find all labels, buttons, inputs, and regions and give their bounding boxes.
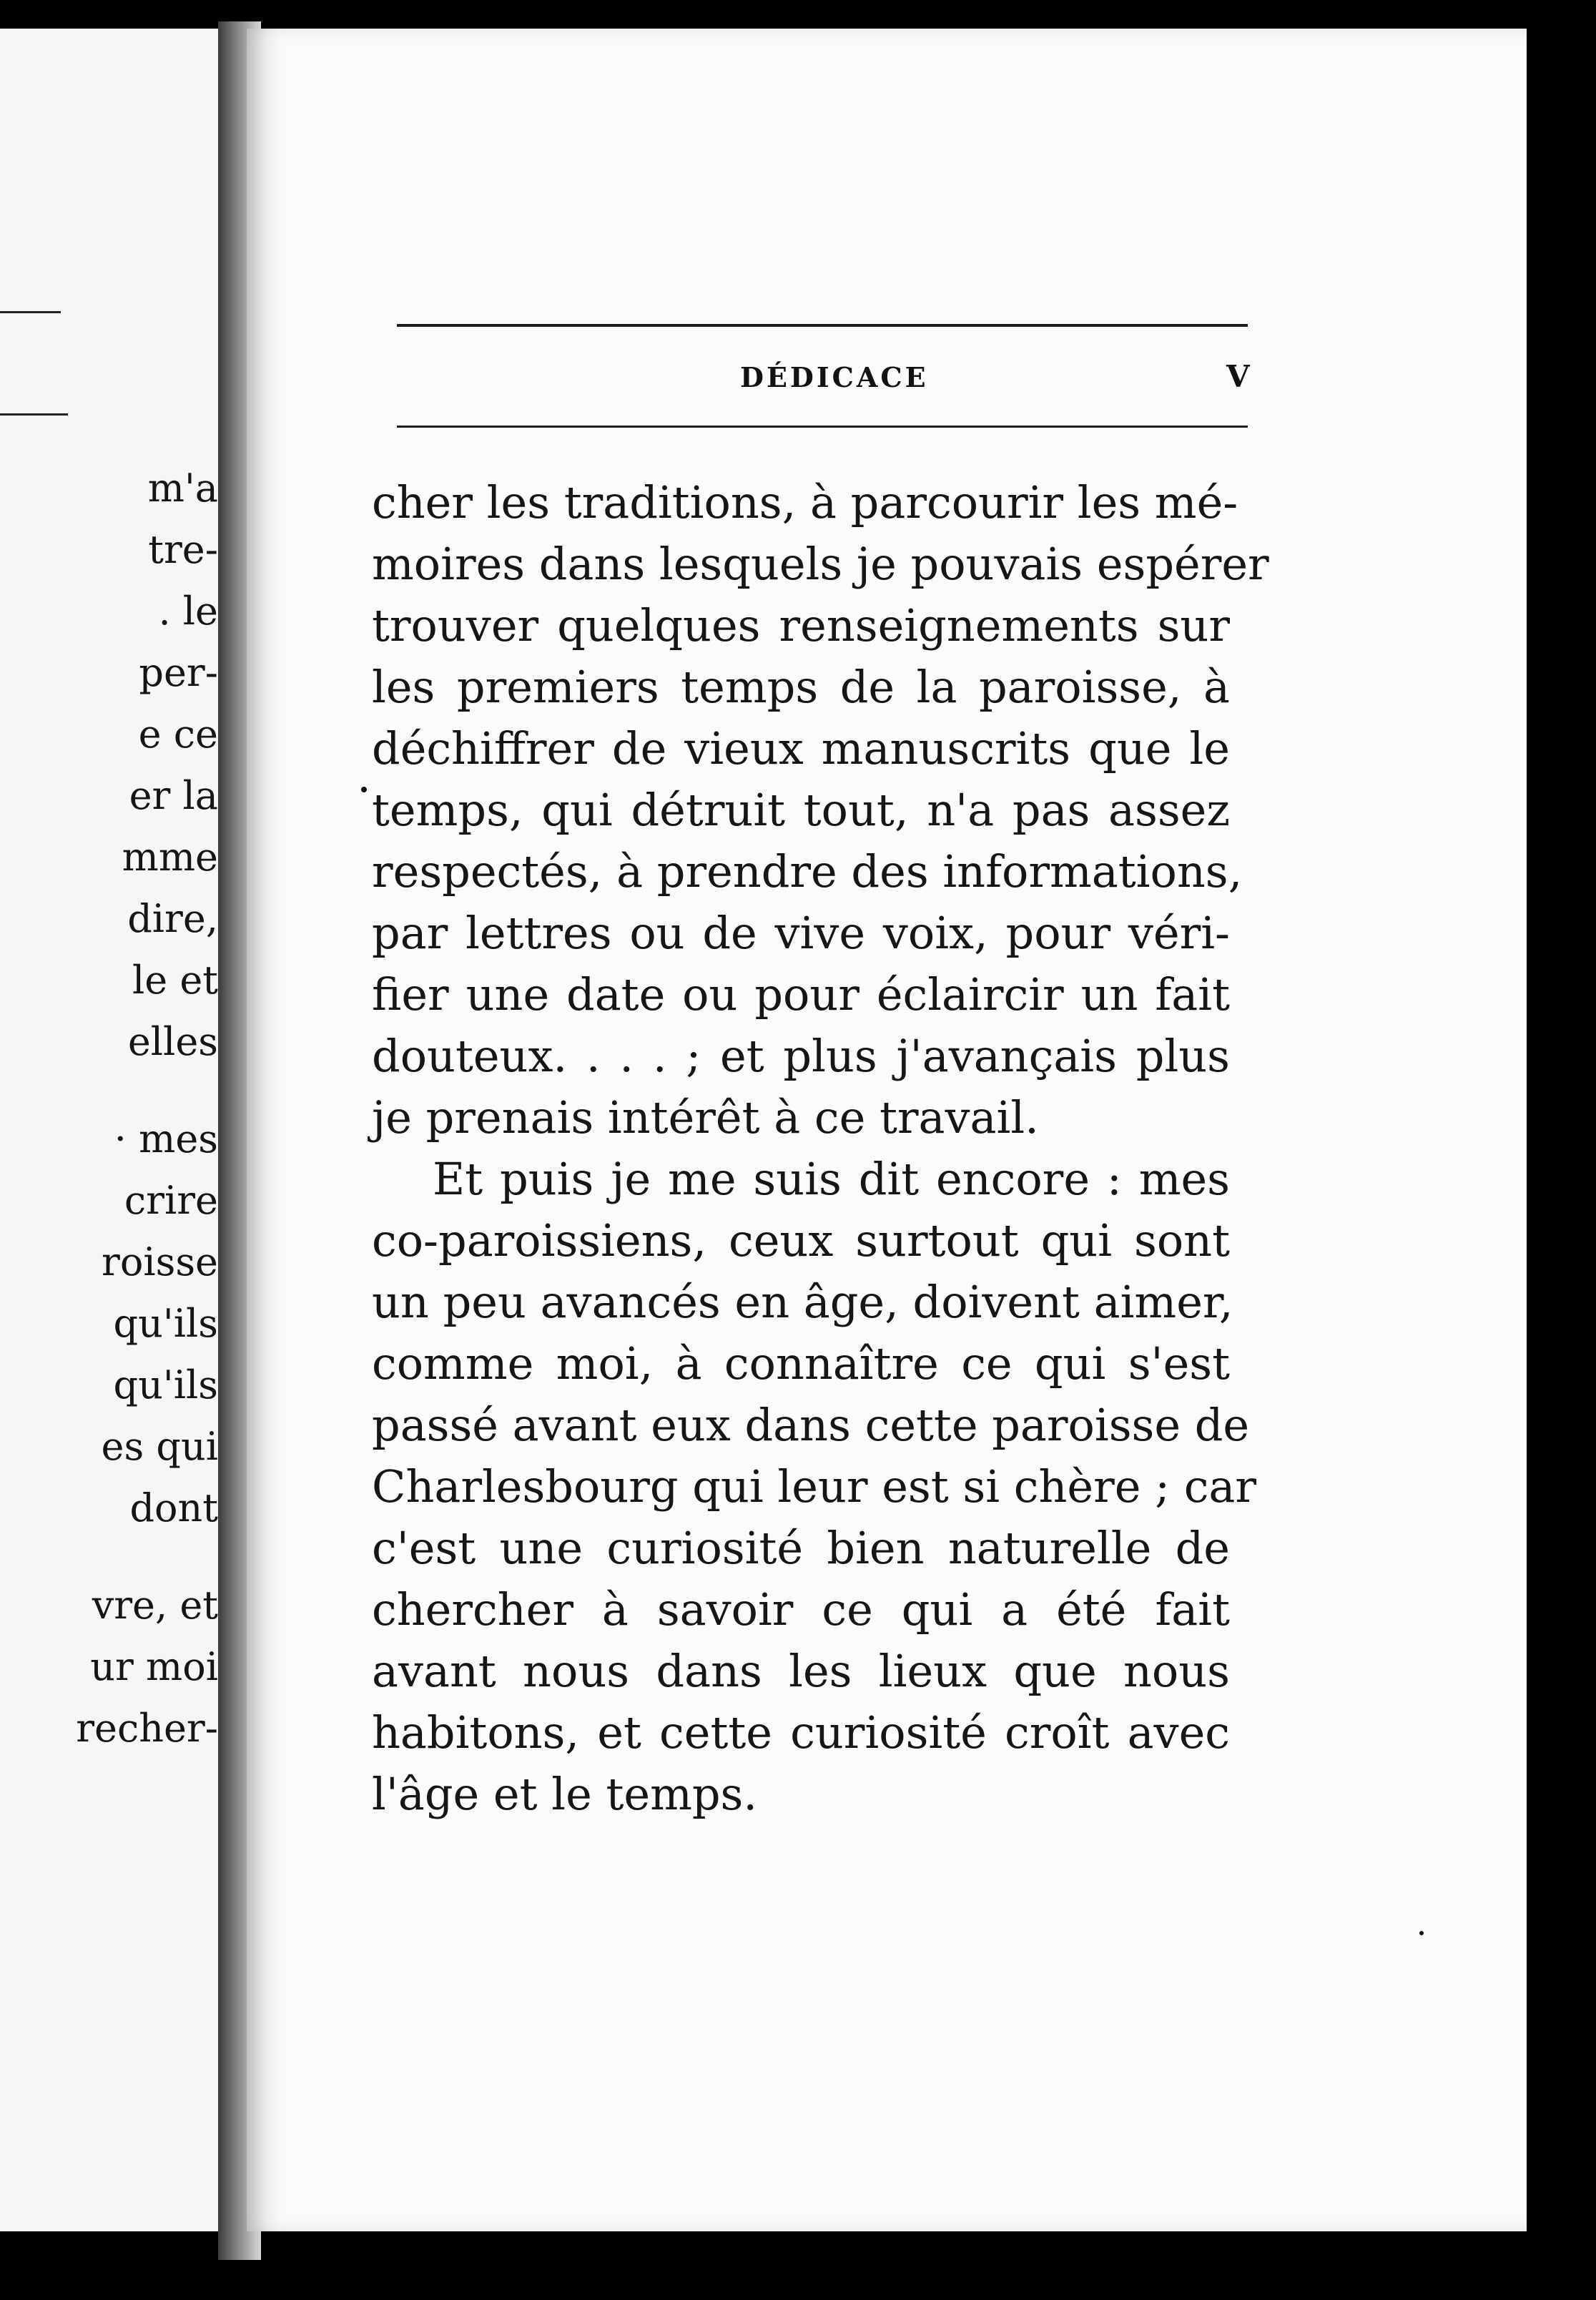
left-line: recher- (76, 1706, 218, 1751)
paragraph (372, 472, 1269, 1149)
left-line: er la (129, 773, 218, 818)
text-line: Charlesbourg qui leur est si chère ; car (372, 1460, 1257, 1513)
paragraph (372, 1149, 1257, 1825)
page-body (372, 472, 1269, 1825)
text-line: l'âge et le temps. (372, 1768, 758, 1820)
scan-speck (361, 787, 367, 792)
text-line: par lettres ou de vive voix, pour véri- (372, 907, 1230, 959)
left-line: dont (129, 1485, 218, 1530)
left-line: qu'ils (113, 1301, 218, 1346)
left-line: qu'ils (113, 1362, 218, 1407)
left-line: ur moi (90, 1644, 218, 1689)
left-page-text (76, 458, 218, 1759)
text-line: chercher à savoir ce qui a été fait (372, 1583, 1230, 1636)
left-line: per- (139, 650, 218, 695)
left-header-rule-top (0, 311, 61, 313)
left-line: . le (158, 589, 218, 634)
text-line: fier une date ou pour éclaircir un fait (372, 968, 1230, 1021)
previous-page-fragment (0, 29, 218, 2231)
header-rule-bottom (397, 426, 1248, 428)
header-rule-top (397, 324, 1248, 327)
left-line: mme (122, 835, 218, 880)
left-line: m'a (147, 466, 218, 511)
text-line: temps, qui détruit tout, n'a pas assez (372, 784, 1230, 836)
left-line-gap (76, 1539, 218, 1575)
left-line: vre, et (92, 1583, 218, 1628)
current-page (247, 29, 1527, 2231)
text-line: je prenais intérêt à ce travail. (372, 1091, 1039, 1144)
text-line: moires dans lesquels je pouvais espérer (372, 538, 1269, 590)
left-line: dire, (127, 896, 218, 941)
scan-speck (1419, 1931, 1424, 1935)
text-line: avant nous dans les lieux que nous (372, 1645, 1230, 1697)
text-line: les premiers temps de la paroisse, à (372, 661, 1230, 713)
text-line: habitons, et cette curiosité croît avec (372, 1706, 1230, 1759)
text-line: Et puis je me suis dit encore : mes (433, 1153, 1230, 1205)
left-line: e ce (138, 712, 218, 757)
running-title: DÉDICACE (740, 361, 929, 393)
left-line: elles (127, 1019, 218, 1064)
text-line: trouver quelques renseignements sur (372, 599, 1230, 652)
text-line: passé avant eux dans cette paroisse de (372, 1399, 1250, 1451)
text-line: douteux. . . . ; et plus j'avançais plus (372, 1030, 1230, 1082)
left-line-gap (76, 1073, 218, 1109)
text-line: comme moi, à connaître ce qui s'est (372, 1337, 1230, 1390)
text-line: c'est une curiosité bien naturelle de (372, 1522, 1230, 1574)
page-number: V (1226, 359, 1250, 394)
left-line: es qui (101, 1424, 218, 1469)
text-line: déchiffrer de vieux manuscrits que le (372, 722, 1230, 775)
left-line: le et (132, 958, 218, 1003)
text-line: un peu avancés en âge, doivent aimer, (372, 1276, 1233, 1328)
left-line: tre- (148, 527, 218, 572)
text-line: co-paroissiens, ceux surtout qui sont (372, 1214, 1230, 1267)
left-line: · mes (114, 1116, 218, 1161)
left-line: roisse (102, 1239, 218, 1284)
left-line: crire (124, 1178, 218, 1223)
text-line: cher les traditions, à parcourir les mé- (372, 476, 1238, 529)
text-line: respectés, à prendre des informations, (372, 845, 1243, 898)
left-header-rule-bottom (0, 413, 68, 416)
